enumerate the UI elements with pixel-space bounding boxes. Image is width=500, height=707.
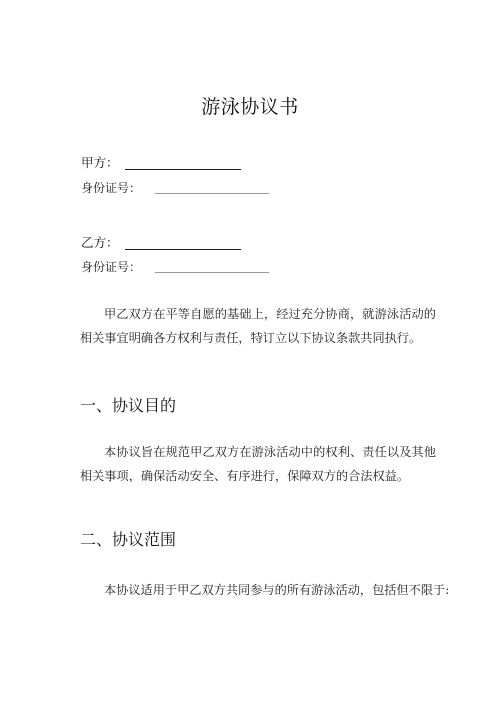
party-a-id-label: 身份证号： [81, 181, 142, 195]
party-a-label: 甲方： [81, 155, 119, 170]
section-heading-purpose: 一、协议目的 [80, 396, 177, 415]
section-body-purpose: 本协议旨在规范甲乙双方在游泳活动中的权利、责任以及其他相关事项，确保活动安全、有序进行，保障双方的合法权益。 [80, 445, 436, 483]
party-a-row [81, 153, 241, 171]
party-b-label: 乙方： [81, 235, 119, 250]
document-title: 游泳协议书 [201, 96, 299, 118]
section-body-scope: 本协议适用于甲乙双方共同参与的所有游泳活动，包括但不限于: [104, 583, 450, 597]
party-a-id-row [81, 179, 269, 196]
party-b-id-line [155, 262, 269, 273]
intro-paragraph: 甲乙双方在平等自愿的基础上，经过充分协商，就游泳活动的相关事宜明确各方权利与责任，特订立以下协议条款共同执行。 [80, 307, 436, 345]
party-b-row [81, 233, 241, 251]
party-b-signature-line [125, 237, 241, 250]
party-b-id-label: 身份证号： [81, 260, 142, 274]
party-a-id-line [155, 183, 269, 194]
section-heading-scope: 二、协议范围 [80, 530, 177, 549]
party-a-signature-line [125, 157, 241, 170]
party-b-id-row [81, 258, 269, 275]
